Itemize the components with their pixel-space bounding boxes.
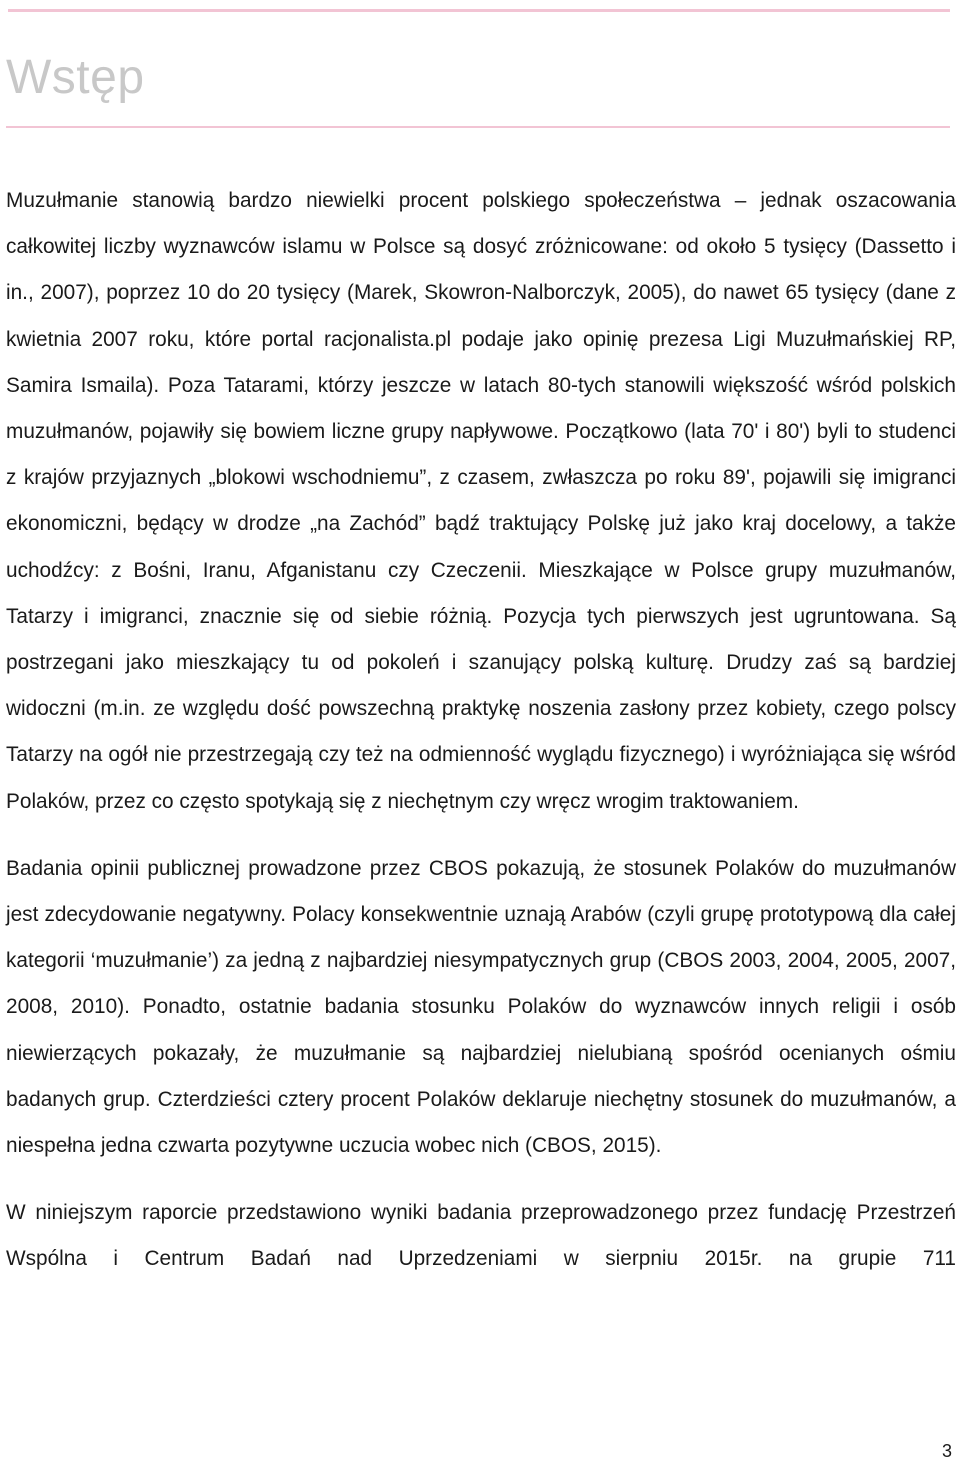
page-number: 3 [941, 1441, 952, 1461]
heading-underline [6, 126, 950, 128]
paragraph-cbos: Badania opinii publicznej prowadzone przez CBOS pokazują, że stosunek Polaków do muzułmanów jest zdecydowanie negatywny. Polacy konsekwentnie uznają Arabów (czyli grupę prototypową dla całej kategorii ‘muzułmanie’) za jedną z najbardziej niesympatycznych grup (CBOS 2003, 2004, 2005, 2007, 2008, 2010). Ponadto, ostatnie badania stosunku Polaków do wyznawców innych religii i osób niewierzących pokazały, że muzułmanie są najbardziej nielubianą spośród ocenianych ośmiu badanych grup. Czterdzieści cztery procent Polaków deklaruje niechętny stosunek do muzułmanów, a niespełna jedna czwarta pozytywne uczucia wobec nich (CBOS, 2015). [6, 856, 956, 1158]
paragraph-report: W niniejszym raporcie przedstawiono wyniki badania przeprowadzonego przez fundację Przestrzeń Wspólna i Centrum Badań nad Uprzedzeniami w sierpniu 2015r. na grupie 711 [6, 1201, 956, 1271]
paragraph-intro: Muzułmanie stanowią bardzo niewielki procent polskiego społeczeństwa – jednak oszacowania całkowitej liczby wyznawców islamu w Polsce są dosyć zróżnicowane: od około 5 tysięcy (Dassetto i in., 2007), poprzez 10 do 20 tysięcy (Marek, Skowron-Nalborczyk, 2005), do nawet 65 tysięcy (dane z kwietnia 2007 roku, które portal racjonalista.pl podaje jako opinię prezesa Ligi Muzułmańskiej RP, Samira Ismaila). Poza Tatarami, którzy jeszcze w latach 80-tych stanowili większość wśród polskich muzułmanów, pojawiły się bowiem liczne grupy napływowe. Początkowo (lata 70' i 80') byli to studenci z krajów przyjaznych „blokowi wschodniemu”, z czasem, zwłaszcza po roku 89', pojawili się imigranci ekonomiczni, będący w drodze „na Zachód” bądź traktujący Polskę już jako kraj docelowy, a także uchodźcy: z Bośni, Iranu, Afganistanu czy Czeczenii. Mieszkające w Polsce grupy muzułmanów, Tatarzy i imigranci, znacznie się od siebie różnią. Pozycja tych pierwszych jest ugruntowana. Są postrzegani jako mieszkający tu od pokoleń i szanujący polską kulturę. Drudzy zaś są bardziej widoczni (m.in. ze względu dość powszechną praktykę noszenia zasłony przez kobiety, czego polscy Tatarzy na ogół nie przestrzegają czy też na odmienność wyglądu fizycznego) i wyróżniająca się wśród Polaków, przez co często spotykają się z niechętnym czy wręcz wrogim traktowaniem. [6, 189, 956, 813]
body-text [6, 178, 956, 1283]
section-heading: Wstęp [6, 51, 145, 104]
header-rule [8, 9, 950, 12]
